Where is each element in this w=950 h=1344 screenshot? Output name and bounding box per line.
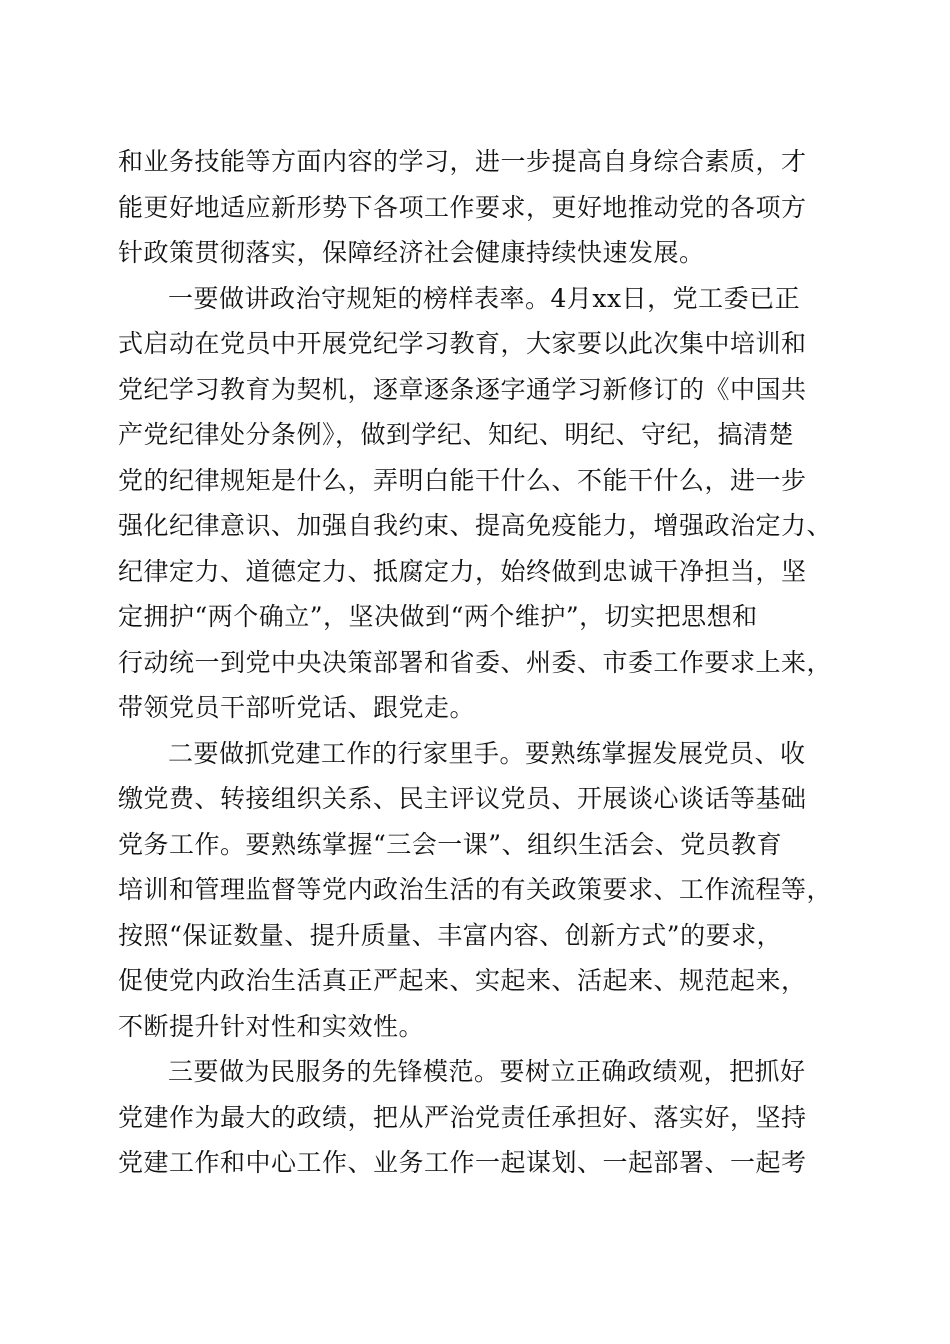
text-line: 二要做抓党建工作的行家里手。要熟练掌握发展党员、收 [168,738,806,768]
text-line: 党建作为最大的政绩，把从严治党责任承担好、落实好，坚持 [118,1102,807,1132]
text-line: 党建工作和中心工作、业务工作一起谋划、一起部署、一起考 [118,1148,807,1177]
paragraph-party-building [118,731,838,1050]
text-line: 党纪学习教育为契机，逐章逐条逐字通学习新修订的《中国共 [118,374,807,404]
text-line: 缴党费、转接组织关系、民主评议党员、开展谈心谈话等基础 [118,784,807,813]
text-line: 带领党员干部听党话、跟党走。 [118,693,476,722]
text-line: 和业务技能等方面内容的学习，进一步提高自身综合素质，才 [118,147,807,176]
text-line: 按照“保证数量、提升质量、丰富内容、创新方式”的要求， [118,920,783,950]
text-line: 纪律定力、道德定力、抵腐定力，始终做到忠诚干净担当，坚 [118,556,807,586]
text-line: 强化纪律意识、加强自我约束、提高免疫能力，增强政治定力、 [118,511,833,540]
text-line: 三要做为民服务的先锋模范。要树立正确政绩观，把抓好 [168,1057,806,1086]
text-line: 党的纪律规矩是什么，弄明白能干什么、不能干什么，进一步 [118,465,807,495]
text-line: 式启动在党员中开展党纪学习教育，大家要以此次集中培训和 [118,329,807,358]
paragraph-continuation [118,139,838,276]
text-line: 产党纪律处分条例》，做到学纪、知纪、明纪、守纪，搞清楚 [118,420,795,449]
text-line: 党务工作。要熟练掌握“三会一课”、组织生活会、党员教育 [118,829,783,859]
text-line: 培训和管理监督等党内政治生活的有关政策要求、工作流程等， [118,875,833,904]
paragraph-political-rules [118,276,838,731]
text-line: 能更好地适应新形势下各项工作要求，更好地推动党的各项方 [118,192,807,222]
document-body [118,139,838,1186]
text-line: 一要做讲政治守规矩的榜样表率。4月xx日，党工委已正 [168,283,801,313]
text-line: 行动统一到党中央决策部署和省委、州委、市委工作要求上来， [118,647,833,677]
text-line: 促使党内政治生活真正严起来、实起来、活起来、规范起来， [118,966,807,995]
text-line: 定拥护“两个确立”，坚决做到“两个维护”，切实把思想和 [118,602,758,631]
paragraph-public-service [118,1049,838,1186]
text-line: 针政策贯彻落实，保障经济社会健康持续快速发展。 [118,238,705,267]
text-line: 不断提升针对性和实效性。 [118,1011,425,1041]
